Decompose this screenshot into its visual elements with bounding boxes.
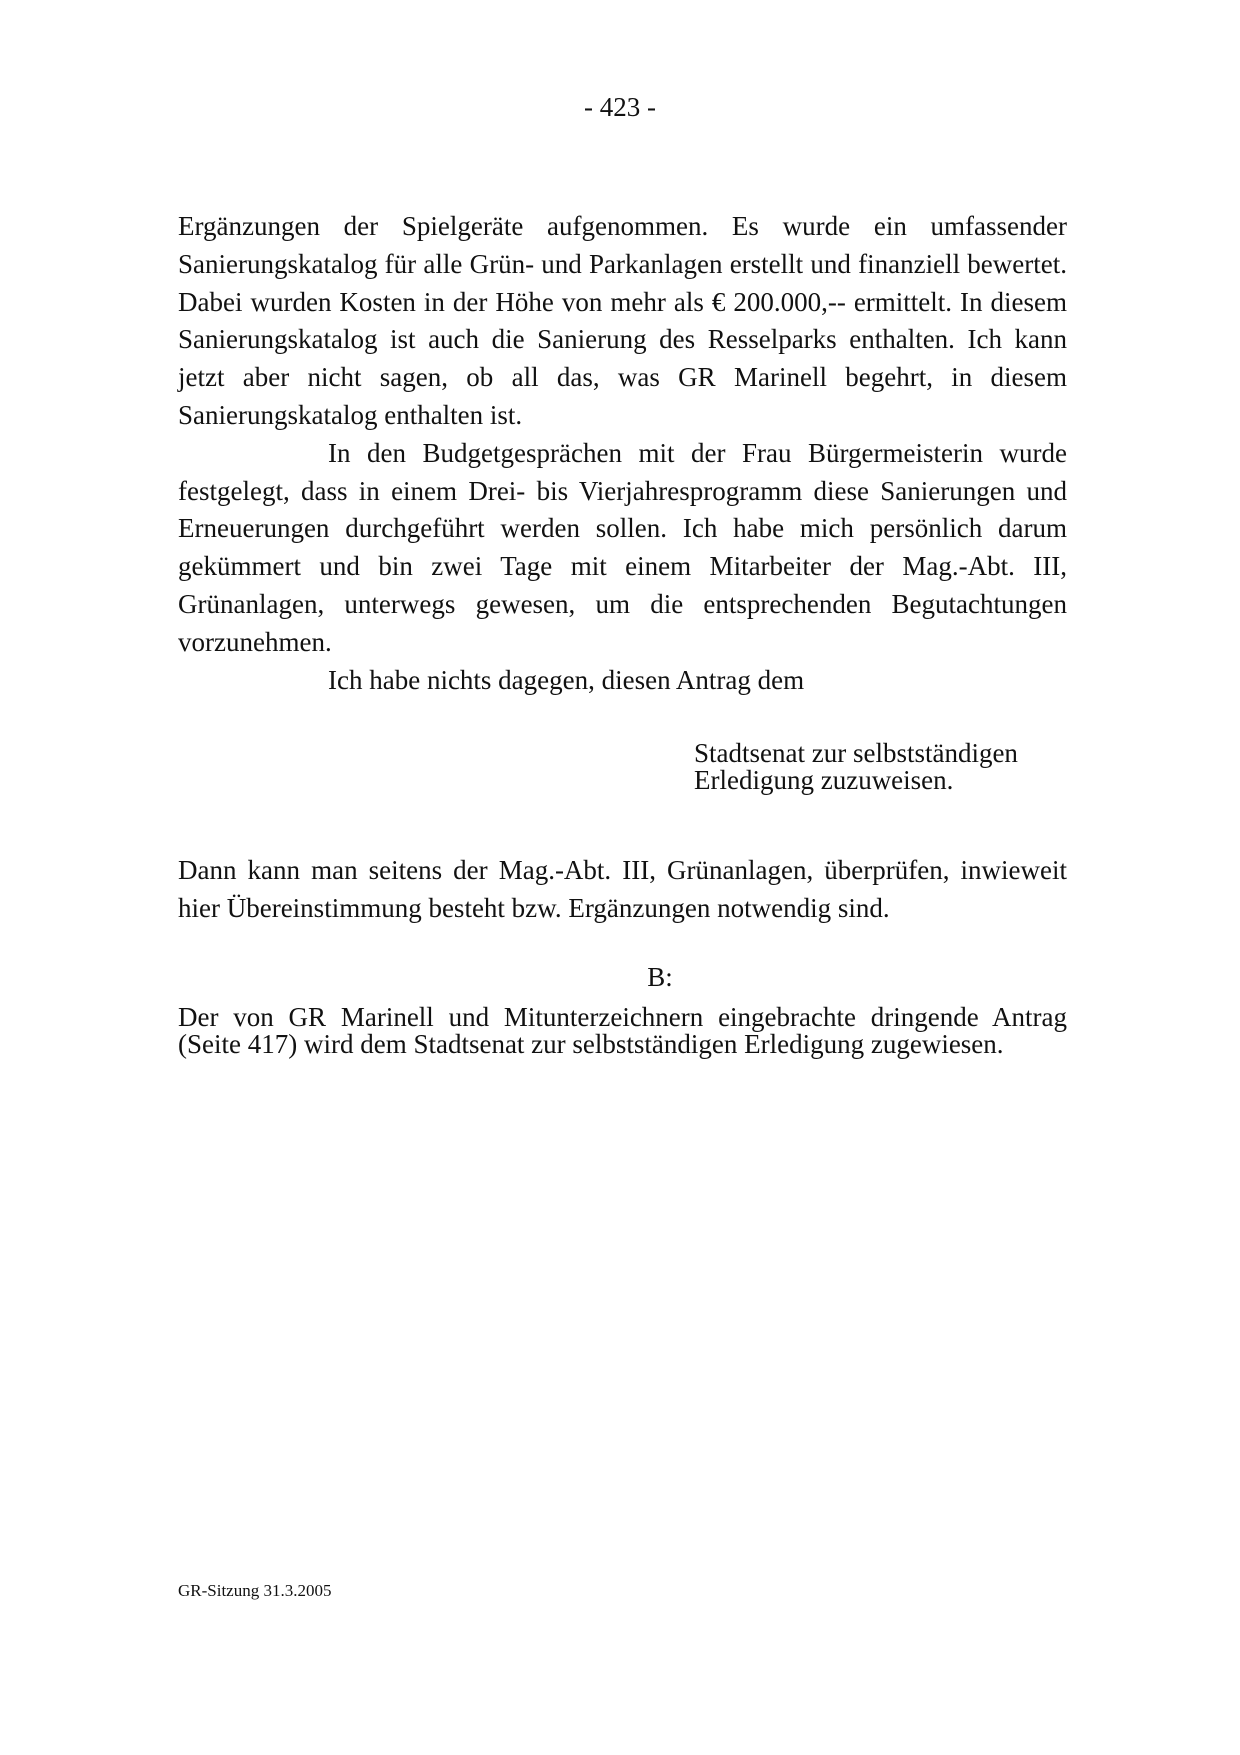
page-number: - 423 - (584, 92, 656, 122)
paragraph-3: Ich habe nichts dagegen, diesen Antrag dem (328, 664, 805, 695)
motion-block (694, 740, 1094, 794)
motion-line-1: Stadtsenat zur selbstständigen (694, 738, 1018, 768)
after-motion-section (178, 852, 1067, 928)
resolution-text: Der von GR Marinell und Mitunterzeichnern eingebrachte dringende Antrag (Seite 417) wird dem Stadtsenat zur selbstständigen Erledigung zugewiesen. (178, 1002, 1067, 1059)
motion-line-2: Erledigung zuzuweisen. (694, 765, 954, 795)
after-motion-paragraph: Dann kann man seitens der Mag.-Abt. III, Grünanlagen, überprüfen, inwieweit hier Übereinstimmung besteht bzw. Ergänzungen notwendig sind. (178, 855, 1067, 923)
page-footer: GR-Sitzung 31.3.2005 (178, 1581, 332, 1600)
speech-section (178, 208, 1067, 699)
paragraph-1: Ergänzungen der Spielgeräte aufgenommen. Es wurde ein umfassender Sanierungskatalog für alle Grün- und Parkanlagen erstellt und finanziell bewertet. Dabei wurden Kosten in der Höhe von mehr als € 200.000,-- ermittelt. In diesem Sanierungskatalog ist auch die Sanierung des Resselparks enthalten. Ich kann jetzt aber nicht sagen, ob all das, was GR Marinell begehrt, in diesem Sanierungskatalog enthalten ist. (178, 211, 1067, 430)
resolution-heading: B: (647, 962, 673, 992)
paragraph-2: In den Budgetgesprächen mit der Frau Bürgermeisterin wurde festgelegt, dass in einem Drei- bis Vierjahresprogramm diese Sanierungen und Erneuerungen durchgeführt werden sollen. Ich habe mich persönlich darum gekümmert und bin zwei Tage mit einem Mitarbeiter der Mag.-Abt. III, Grünanlagen, unterwegs gewesen, um die entsprechenden Begutachtungen vorzunehmen. (178, 437, 1067, 657)
resolution-section (178, 1004, 1067, 1058)
